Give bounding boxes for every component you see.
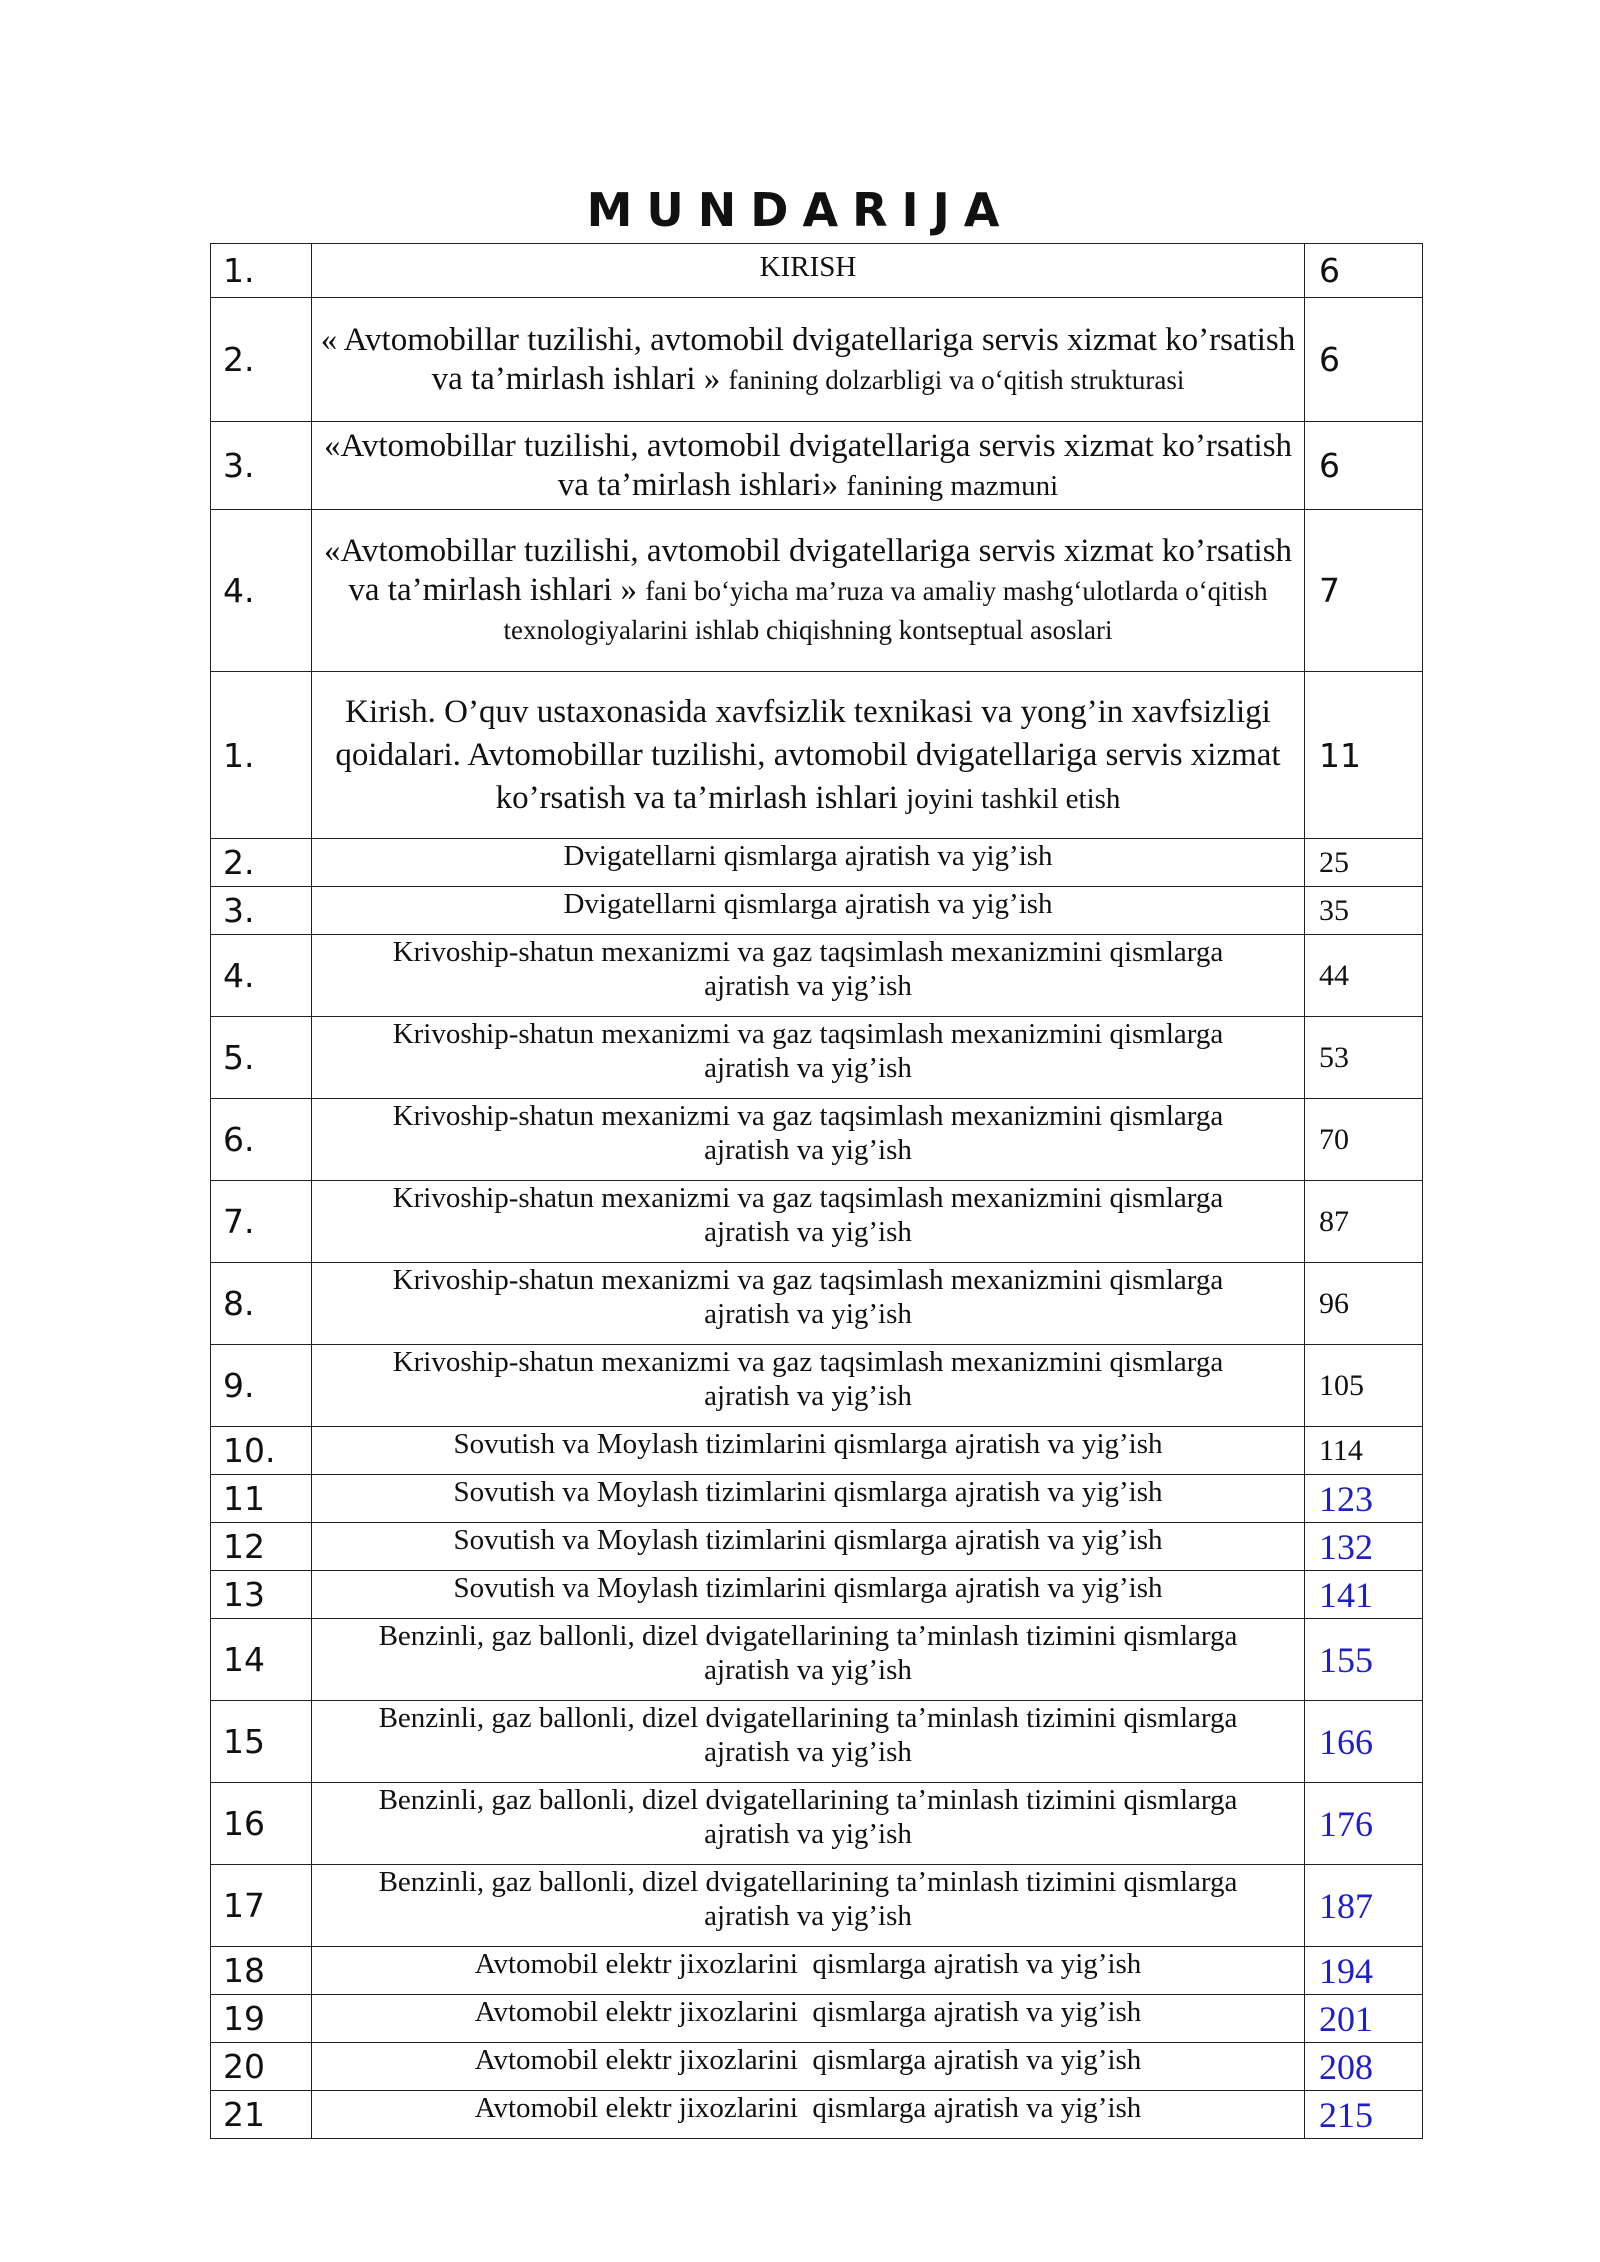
item-number: 11 — [211, 1475, 312, 1523]
item-number: 2. — [211, 298, 312, 422]
table-row — [211, 1571, 1423, 1619]
item-number: 3. — [211, 887, 312, 935]
item-title[interactable]: Sovutish va Moylash tizimlarini qismlarga ajratish va yig’ish — [312, 1523, 1305, 1571]
page-number[interactable]: 11 — [1305, 672, 1423, 839]
table-row — [211, 1995, 1423, 2043]
item-title-main: Kirish. O’quv ustaxonasida xavfsizlik texnikasi va yong’in xavfsizligi qoidalari. Avtomobillar tuzilishi, avtomobil dvigatellariga servis xizmat ko’rsatish va ta’mirlash ishlari — [335, 693, 1281, 816]
item-number: 18 — [211, 1947, 312, 1995]
item-number: 14 — [211, 1619, 312, 1701]
page-number[interactable]: 96 — [1305, 1263, 1423, 1345]
page-number-link[interactable]: 201 — [1305, 1995, 1423, 2043]
item-title[interactable]: Sovutish va Moylash tizimlarini qismlarga ajratish va yig’ish — [312, 1571, 1305, 1619]
item-title[interactable]: Benzinli, gaz ballonli, dizel dvigatellarining ta’minlash tizimini qismlarga ajratish va yig’ish — [312, 1619, 1305, 1701]
page-number[interactable]: 105 — [1305, 1345, 1423, 1427]
table-row — [211, 1345, 1423, 1427]
table-row — [211, 510, 1423, 672]
table-row — [211, 1475, 1423, 1523]
item-title[interactable]: Avtomobil elektr jixozlarini qismlarga ajratish va yig’ish — [312, 2091, 1305, 2139]
item-title[interactable]: Benzinli, gaz ballonli, dizel dvigatellarining ta’minlash tizimini qismlarga ajratish va yig’ish — [312, 1865, 1305, 1947]
page-number-link[interactable]: 208 — [1305, 2043, 1423, 2091]
page-number[interactable]: 25 — [1305, 839, 1423, 887]
page-number-link[interactable]: 176 — [1305, 1783, 1423, 1865]
item-number: 20 — [211, 2043, 312, 2091]
page-number-link[interactable]: 123 — [1305, 1475, 1423, 1523]
item-title[interactable] — [312, 510, 1305, 672]
page-number-link[interactable]: 166 — [1305, 1701, 1423, 1783]
page-title: MUNDARIJA — [586, 183, 1014, 237]
item-title-tail: joyini tashkil etish — [906, 782, 1121, 815]
page-number[interactable]: 6 — [1305, 298, 1423, 422]
item-number: 13 — [211, 1571, 312, 1619]
table-row — [211, 839, 1423, 887]
page-number[interactable]: 53 — [1305, 1017, 1423, 1099]
table-row — [211, 1619, 1423, 1701]
page-number[interactable]: 6 — [1305, 244, 1423, 298]
item-title[interactable]: Sovutish va Moylash tizimlarini qismlarga ajratish va yig’ish — [312, 1475, 1305, 1523]
table-row — [211, 2091, 1423, 2139]
item-title[interactable] — [312, 672, 1305, 839]
table-row — [211, 422, 1423, 510]
item-title-main: « Avtomobillar tuzilishi, avtomobil dvigatellariga servis xizmat ko’rsatish va ta’mirlash ishlari » — [320, 321, 1296, 397]
page-number-link[interactable]: 141 — [1305, 1571, 1423, 1619]
item-number: 10. — [211, 1427, 312, 1475]
item-title[interactable]: Sovutish va Moylash tizimlarini qismlarga ajratish va yig’ish — [312, 1427, 1305, 1475]
item-title[interactable]: KIRISH — [312, 244, 1305, 298]
page-number-link[interactable]: 194 — [1305, 1947, 1423, 1995]
item-title[interactable]: Avtomobil elektr jixozlarini qismlarga ajratish va yig’ish — [312, 1947, 1305, 1995]
item-number: 7. — [211, 1181, 312, 1263]
page-number-link[interactable]: 215 — [1305, 2091, 1423, 2139]
item-number: 1. — [211, 244, 312, 298]
page-number-link[interactable]: 155 — [1305, 1619, 1423, 1701]
table-row — [211, 1783, 1423, 1865]
page-number[interactable]: 87 — [1305, 1181, 1423, 1263]
item-title[interactable]: Benzinli, gaz ballonli, dizel dvigatellarining ta’minlash tizimini qismlarga ajratish va yig’ish — [312, 1701, 1305, 1783]
table-row — [211, 1099, 1423, 1181]
table-row — [211, 1181, 1423, 1263]
item-number: 12 — [211, 1523, 312, 1571]
table-of-contents — [210, 243, 1423, 2139]
page-number[interactable]: 6 — [1305, 422, 1423, 510]
table-row — [211, 1701, 1423, 1783]
item-title[interactable]: Krivoship-shatun mexanizmi va gaz taqsimlash mexanizmini qismlarga ajratish va yig’ish — [312, 1017, 1305, 1099]
table-row — [211, 1263, 1423, 1345]
item-number: 4. — [211, 935, 312, 1017]
item-title[interactable]: Dvigatellarni qismlarga ajratish va yig’ish — [312, 839, 1305, 887]
item-number: 16 — [211, 1783, 312, 1865]
item-number: 1. — [211, 672, 312, 839]
item-number: 21 — [211, 2091, 312, 2139]
item-title[interactable] — [312, 298, 1305, 422]
item-title[interactable] — [312, 422, 1305, 510]
item-title-main: «Avtomobillar tuzilishi, avtomobil dvigatellariga servis xizmat ko’rsatish va ta’mirlash ishlari » — [323, 533, 1293, 608]
table-row — [211, 1523, 1423, 1571]
page-number-link[interactable]: 132 — [1305, 1523, 1423, 1571]
table-row — [211, 1865, 1423, 1947]
item-number: 8. — [211, 1263, 312, 1345]
item-title-tail: fanining dolzarbligi va oʻqitish strukturasi — [728, 364, 1185, 395]
item-number: 9. — [211, 1345, 312, 1427]
table-row — [211, 298, 1423, 422]
table-row — [211, 1017, 1423, 1099]
table-row — [211, 887, 1423, 935]
item-title[interactable]: Krivoship-shatun mexanizmi va gaz taqsimlash mexanizmini qismlarga ajratish va yig’ish — [312, 1099, 1305, 1181]
item-title[interactable]: Krivoship-shatun mexanizmi va gaz taqsimlash mexanizmini qismlarga ajratish va yig’ish — [312, 1181, 1305, 1263]
item-number: 19 — [211, 1995, 312, 2043]
page-number[interactable]: 44 — [1305, 935, 1423, 1017]
item-title-main: «Avtomobillar tuzilishi, avtomobil dvigatellariga servis xizmat ko’rsatish va ta’mirlash ishlari» — [323, 427, 1293, 503]
item-title[interactable]: Krivoship-shatun mexanizmi va gaz taqsimlash mexanizmini qismlarga ajratish va yig’ish — [312, 1263, 1305, 1345]
page-number[interactable]: 70 — [1305, 1099, 1423, 1181]
table-row — [211, 935, 1423, 1017]
item-number: 2. — [211, 839, 312, 887]
item-number: 15 — [211, 1701, 312, 1783]
table-row — [211, 244, 1423, 298]
item-title[interactable]: Benzinli, gaz ballonli, dizel dvigatellarining ta’minlash tizimini qismlarga ajratish va yig’ish — [312, 1783, 1305, 1865]
table-row — [211, 1947, 1423, 1995]
item-title-tail: fani boʻyicha ma’ruza va amaliy mashgʻulotlarda oʻqitish texnologiyalarini ishlab chiqishning kontseptual asoslari — [503, 576, 1268, 645]
page-number-link[interactable]: 187 — [1305, 1865, 1423, 1947]
page-number[interactable]: 114 — [1305, 1427, 1423, 1475]
page-number[interactable]: 35 — [1305, 887, 1423, 935]
item-title-tail: fanining mazmuni — [846, 469, 1059, 502]
table-row — [211, 2043, 1423, 2091]
item-number: 6. — [211, 1099, 312, 1181]
table-row — [211, 1427, 1423, 1475]
item-title[interactable]: Krivoship-shatun mexanizmi va gaz taqsimlash mexanizmini qismlarga ajratish va yig’ish — [312, 935, 1305, 1017]
item-number: 17 — [211, 1865, 312, 1947]
table-row — [211, 672, 1423, 839]
page-number[interactable]: 7 — [1305, 510, 1423, 672]
item-title[interactable]: Krivoship-shatun mexanizmi va gaz taqsimlash mexanizmini qismlarga ajratish va yig’ish — [312, 1345, 1305, 1427]
item-title[interactable]: Avtomobil elektr jixozlarini qismlarga ajratish va yig’ish — [312, 2043, 1305, 2091]
item-title[interactable]: Dvigatellarni qismlarga ajratish va yig’ish — [312, 887, 1305, 935]
item-title[interactable]: Avtomobil elektr jixozlarini qismlarga ajratish va yig’ish — [312, 1995, 1305, 2043]
item-number: 5. — [211, 1017, 312, 1099]
item-number: 4. — [211, 510, 312, 672]
item-number: 3. — [211, 422, 312, 510]
